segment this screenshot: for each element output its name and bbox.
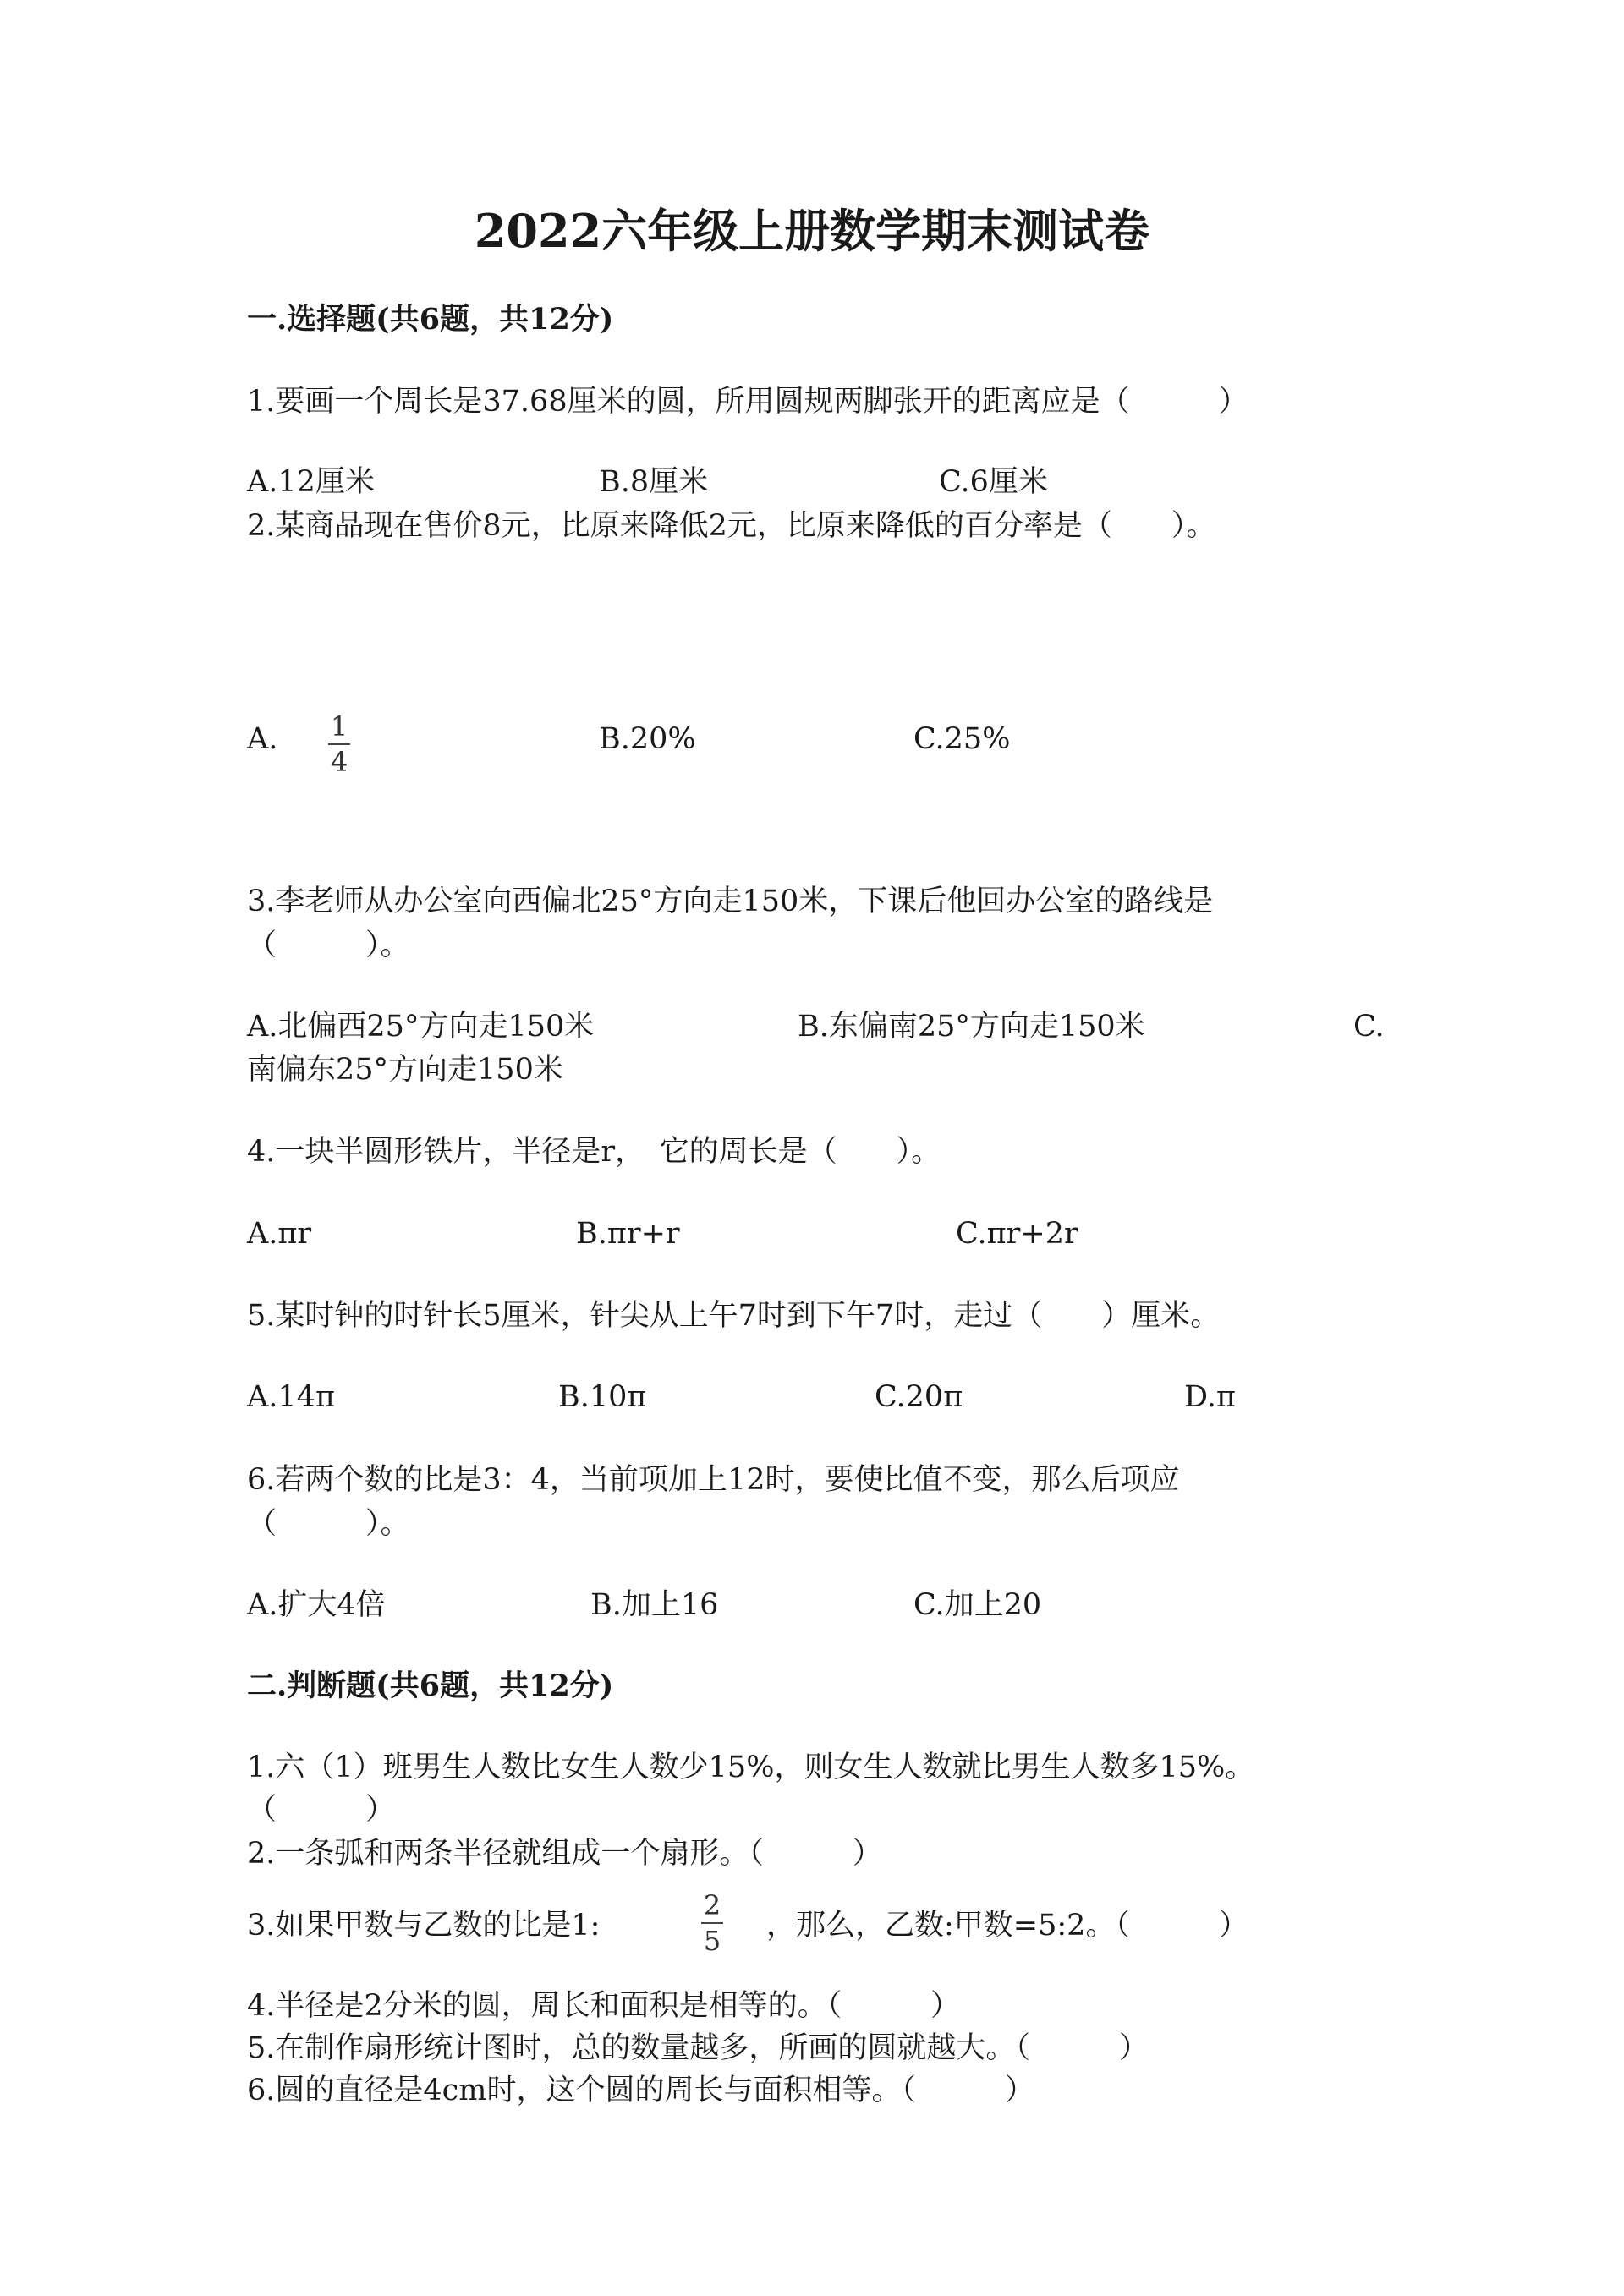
option-a: A.12厘米 <box>247 465 375 499</box>
section-heading-choice: 一.选择题(共6题，共12分) <box>247 302 614 337</box>
question-stem: 5.某时钟的时针长5厘米，针尖从上午7时到下午7时，走过（ ）厘米。 <box>247 1299 1221 1333</box>
page-title: 2022六年级上册数学期末测试卷 <box>474 204 1150 258</box>
option-b: B.20% <box>599 722 696 756</box>
judgement-item: 4.半径是2分米的圆，周长和面积是相等的。（ ） <box>247 1989 961 2023</box>
question-stem: 4.一块半圆形铁片，半径是r， 它的周长是（ ）。 <box>247 1135 941 1169</box>
option-c: C.20π <box>875 1380 963 1414</box>
option-a: A.扩大4倍 <box>247 1588 386 1622</box>
option-c: C. <box>1353 1010 1385 1044</box>
judgement-item: 3.如果甲数与乙数的比是1: <box>247 1909 601 1943</box>
fraction-numerator: 1 <box>330 710 348 743</box>
question-stem-continued: （ ）。 <box>247 1507 410 1541</box>
judgement-item: 6.圆的直径是4cm时，这个圆的周长与面积相等。（ ） <box>247 2074 1034 2107</box>
fraction-bar <box>328 743 350 745</box>
question-stem: 3.李老师从办公室向西偏北25°方向走150米，下课后他回办公室的路线是 <box>247 885 1214 918</box>
option-a: A. <box>247 722 278 756</box>
option-b: B.8厘米 <box>599 465 709 499</box>
judgement-item-continued: （ ） <box>247 1793 396 1827</box>
judgement-item-continued: ，那么，乙数:甲数=5:2。（ ） <box>766 1909 1248 1943</box>
fraction-denominator: 4 <box>330 746 348 778</box>
option-d: D.π <box>1184 1380 1236 1414</box>
fraction-denominator: 5 <box>703 1925 721 1957</box>
option-c: C.πr+2r <box>956 1217 1078 1251</box>
fraction-one-quarter <box>328 710 350 778</box>
option-a: A.πr <box>247 1217 312 1251</box>
option-a: A.北偏西25°方向走150米 <box>247 1010 595 1044</box>
section-heading-judgement: 二.判断题(共6题，共12分) <box>247 1669 614 1703</box>
option-b: B.10π <box>558 1380 647 1414</box>
option-a: A.14π <box>247 1380 335 1414</box>
fraction-two-fifths <box>701 1889 723 1957</box>
judgement-item: 2.一条弧和两条半径就组成一个扇形。（ ） <box>247 1837 882 1871</box>
option-b: B.东偏南25°方向走150米 <box>798 1010 1145 1044</box>
question-stem-continued: （ ）。 <box>247 929 410 962</box>
option-c: C.25% <box>914 722 1011 756</box>
fraction-bar <box>701 1922 723 1924</box>
option-c: C.加上20 <box>914 1588 1042 1622</box>
question-stem: 2.某商品现在售价8元，比原来降低2元，比原来降低的百分率是（ ）。 <box>247 509 1216 543</box>
question-stem: 1.要画一个周长是37.68厘米的圆，所用圆规两脚张开的距离应是（ ） <box>247 385 1248 419</box>
judgement-item: 1.六（1）班男生人数比女生人数少15%，则女生人数就比男生人数多15%。 <box>247 1751 1255 1784</box>
judgement-item: 5.在制作扇形统计图时，总的数量越多，所画的圆就越大。（ ） <box>247 2031 1149 2065</box>
question-stem: 6.若两个数的比是3：4，当前项加上12时，要使比值不变，那么后项应 <box>247 1463 1180 1497</box>
option-b: B.πr+r <box>576 1217 680 1251</box>
option-c: C.6厘米 <box>939 465 1048 499</box>
option-b: B.加上16 <box>590 1588 719 1622</box>
fraction-numerator: 2 <box>703 1889 721 1921</box>
option-c-continued: 南偏东25°方向走150米 <box>247 1053 563 1087</box>
